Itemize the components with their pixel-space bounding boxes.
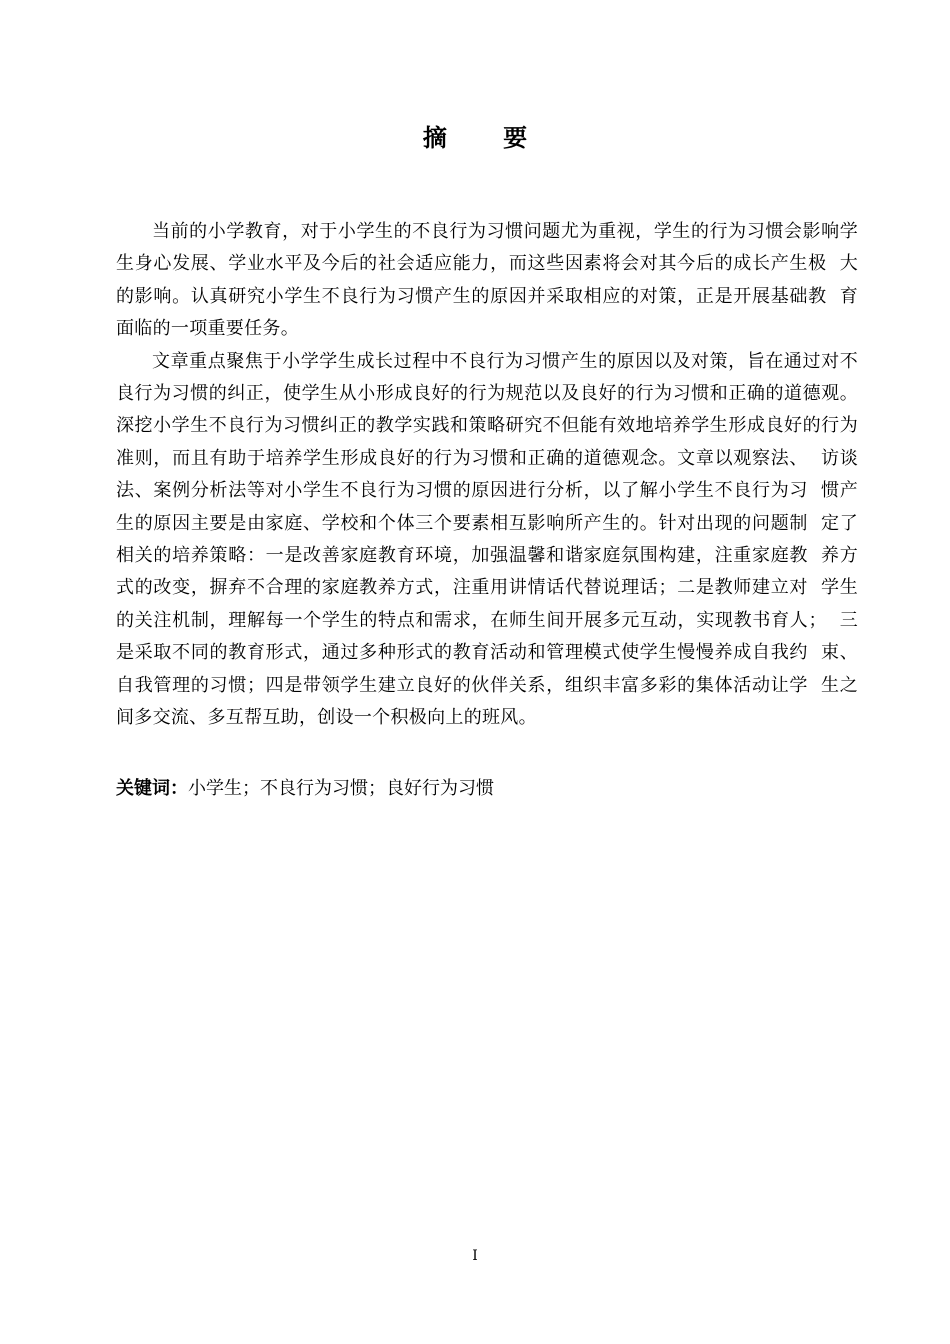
abstract-body: [116, 216, 858, 735]
abstract-title: 摘 要: [422, 124, 552, 152]
keywords-label: 关键词：: [116, 778, 188, 799]
abstract-paragraph-2: 文章重点聚焦于小学学生成长过程中不良行为习惯产生的原因以及对策，旨在通过对不良行为习惯的纠正，使学生从小形成良好的行为规范以及良好的行为习惯和正确的道德观。深挖小学生不良行为习惯纠正的教学实践和策略研究不但能有效地培养学生形成良好的行为准则，而且有助于培养学生形成良好的行为习惯和正确的道德观念。文章以观察法、 访谈法、案例分析法等对小学生不良行为习惯的原因进行分析，以了解小学生不良行为习 惯产生的原因主要是由家庭、学校和个体三个要素相互影响所产生的。针对出现的问题制 定了相关的培养策略：一是改善家庭教育环境，加强温馨和谐家庭氛围构建，注重家庭教 养方式的改变，摒弃不合理的家庭教养方式，注重用讲情话代替说理话；二是教师建立对 学生的关注机制，理解每一个学生的特点和需求，在师生间开展多元互动，实现教书育人； 三是采取不同的教育形式，通过多种形式的教育活动和管理模式使学生慢慢养成自我约 束、自我管理的习惯；四是带领学生建立良好的伙伴关系，组织丰富多彩的集体活动让学 生之间多交流、多互帮互助，创设一个积极向上的班风。: [116, 350, 858, 729]
keywords-text: 小学生；不良行为习惯；良好行为习惯: [188, 778, 494, 799]
keywords-line: [116, 774, 858, 804]
page-number: I: [472, 1248, 478, 1264]
abstract-paragraph-1: 当前的小学教育，对于小学生的不良行为习惯问题尤为重视，学生的行为习惯会影响学生身心发展、学业水平及今后的社会适应能力，而这些因素将会对其今后的成长产生极 大的影响。认真研究小学生不良行为习惯产生的原因并采取相应的对策，正是开展基础教 育面临的一项重要任务。: [116, 221, 858, 340]
